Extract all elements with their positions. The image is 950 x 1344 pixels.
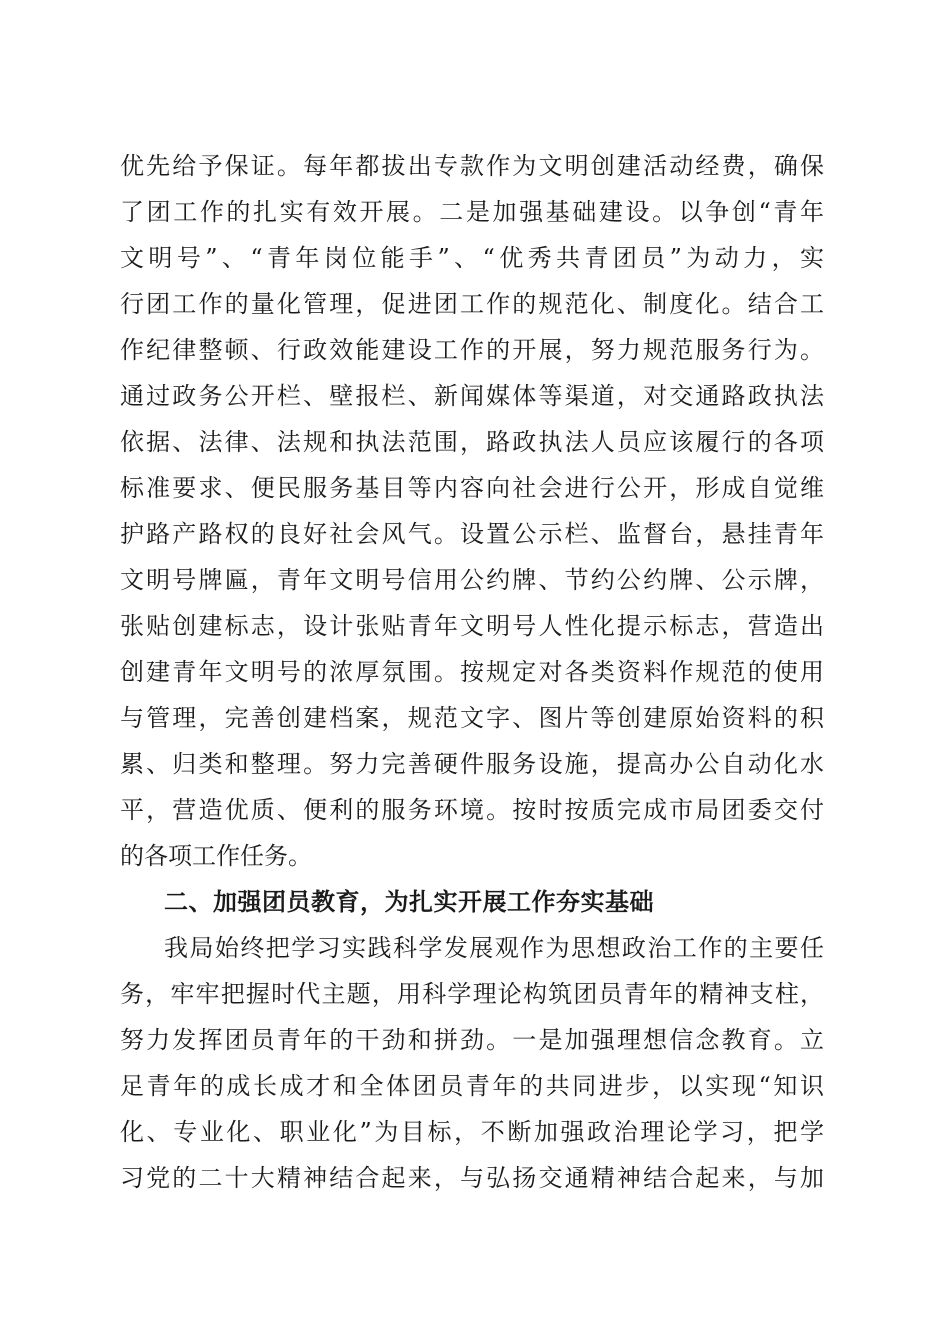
- body-line: 化、专业化、职业化”为目标，不断加强政治理论学习，把学: [120, 1118, 824, 1146]
- body-line: 通过政务公开栏、壁报栏、新闻媒体等渠道，对交通路政执法: [120, 382, 824, 410]
- body-line: 务，牢牢把握时代主题，用科学理论构筑团员青年的精神支柱，: [120, 980, 824, 1008]
- body-line: 护路产路权的良好社会风气。设置公示栏、监督台，悬挂青年: [120, 520, 824, 548]
- body-line: 的各项工作任务。: [120, 842, 312, 870]
- section-heading: 二、加强团员教育，为扎实开展工作夯实基础: [164, 888, 654, 916]
- body-line: 行团工作的量化管理，促进团工作的规范化、制度化。结合工: [120, 290, 824, 318]
- body-line: 作纪律整顿、行政效能建设工作的开展，努力规范服务行为。: [120, 336, 824, 364]
- body-line: 了团工作的扎实有效开展。二是加强基础建设。以争创“青年: [120, 198, 824, 226]
- body-line: 足青年的成长成才和全体团员青年的共同进步，以实现“知识: [120, 1072, 824, 1100]
- body-line: 习党的二十大精神结合起来，与弘扬交通精神结合起来，与加: [120, 1164, 824, 1192]
- body-line: 标准要求、便民服务基目等内容向社会进行公开，形成自觉维: [120, 474, 824, 502]
- body-line: 依据、法律、法规和执法范围，路政执法人员应该履行的各项: [120, 428, 824, 456]
- body-line: 与管理，完善创建档案，规范文字、图片等创建原始资料的积: [120, 704, 824, 732]
- body-line: 创建青年文明号的浓厚氛围。按规定对各类资料作规范的使用: [120, 658, 824, 686]
- body-line: 张贴创建标志，设计张贴青年文明号人性化提示标志，营造出: [120, 612, 824, 640]
- body-line: 累、归类和整理。努力完善硬件服务设施，提高办公自动化水: [120, 750, 824, 778]
- body-line: 平，营造优质、便利的服务环境。按时按质完成市局团委交付: [120, 796, 824, 824]
- body-line: 文明号牌匾，青年文明号信用公约牌、节约公约牌、公示牌，: [120, 566, 824, 594]
- body-line: 我局始终把学习实践科学发展观作为思想政治工作的主要任: [164, 934, 824, 962]
- body-line: 优先给予保证。每年都拔出专款作为文明创建活动经费，确保: [120, 152, 824, 180]
- body-line: 文明号”、“青年岗位能手”、“优秀共青团员”为动力，实: [120, 244, 824, 272]
- body-line: 努力发挥团员青年的干劲和拼劲。一是加强理想信念教育。立: [120, 1026, 824, 1054]
